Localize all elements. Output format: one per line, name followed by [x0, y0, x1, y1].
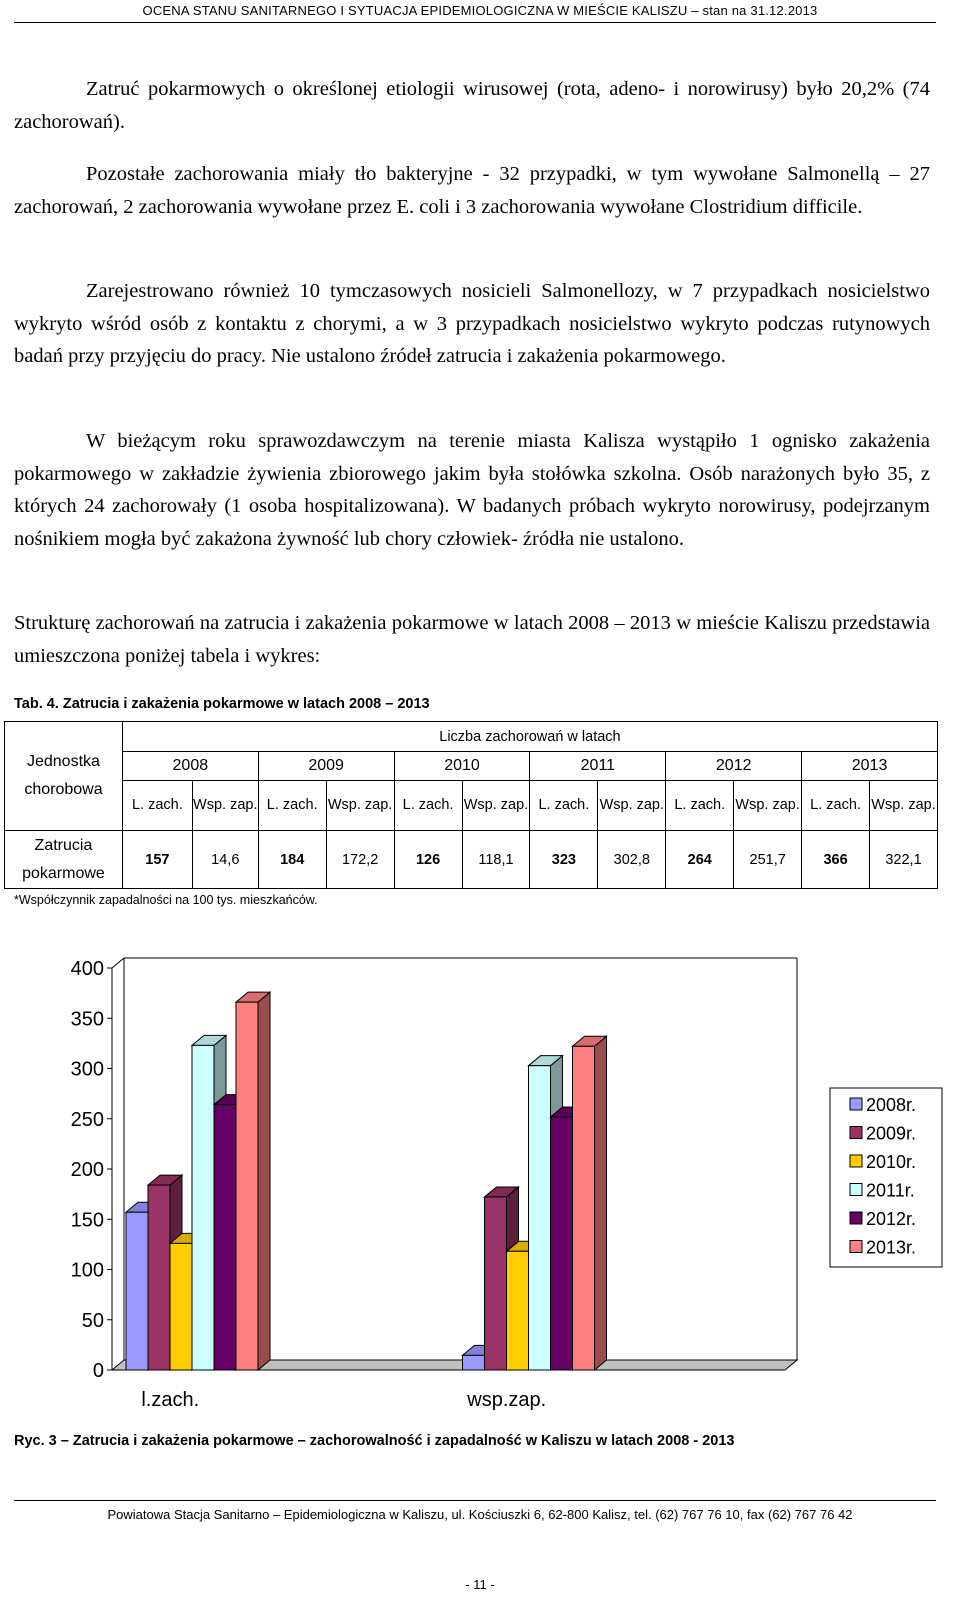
figure-caption: Ryc. 3 – Zatrucia i zakażenia pokarmowe – zachorowalność i zapadalność w Kaliszu w latach 2008 - 2013: [14, 1433, 735, 1449]
legend-label: 2009r.: [866, 1123, 917, 1144]
bar-side: [258, 992, 270, 1370]
sub-header-rate: Wsp. zap.: [734, 781, 802, 831]
paragraph-bacterial: Pozostałe zachorowania miały tło bakteryjne - 32 przypadki, w tym wywołane Salmonellą – 27 zachorowań, 2 zachorowania wywołane przez E. coli i 3 zachorowania wywołane Clostridium difficile.: [14, 163, 930, 218]
group-header: Liczba zachorowań w latach: [122, 722, 937, 752]
bar: [126, 1212, 148, 1370]
sub-header-rate: Wsp. zap.: [192, 781, 258, 831]
legend-label: 2008r.: [866, 1095, 917, 1115]
rate-2009: 172,2: [326, 831, 394, 889]
cases-2008: 157: [122, 831, 192, 889]
page-footer: Powiatowa Stacja Sanitarno – Epidemiologiczna w Kaliszu, ul. Kościuszki 6, 62-800 Kalisz, tel. (62) 767 76 10, fax (62) 767 76 42: [107, 1507, 853, 1522]
bar: [170, 1243, 192, 1370]
bar-chart: [0, 940, 960, 1420]
sub-header-rate: Wsp. zap.: [326, 781, 394, 831]
chart-axis-edge: [112, 958, 124, 968]
y-tick-label: 150: [70, 1209, 104, 1232]
y-tick-label: 100: [70, 1259, 104, 1282]
y-tick-label: 350: [70, 1008, 104, 1031]
y-tick-label: 0: [92, 1360, 104, 1382]
unit-header: Jednostka chorobowa: [24, 753, 103, 798]
legend-swatch: [850, 1241, 862, 1253]
rate-2012: 251,7: [734, 831, 802, 889]
bar: [148, 1185, 170, 1370]
bar: [529, 1066, 551, 1370]
y-tick-label: 250: [70, 1108, 104, 1131]
legend-label: 2010r.: [866, 1152, 917, 1172]
sub-header-rate: Wsp. zap.: [462, 781, 530, 831]
bar: [214, 1105, 236, 1370]
table-caption: Tab. 4. Zatrucia i zakażenia pokarmowe w latach 2008 – 2013: [14, 696, 430, 712]
paragraph-viral: Zatruć pokarmowych o określonej etiologii wirusowej (rota, adeno- i norowirusy) było 20,2% (74 zachorowań).: [14, 78, 930, 133]
legend-swatch: [850, 1184, 862, 1196]
unit-header-cell: [5, 722, 123, 831]
sub-header-cases: L. zach.: [802, 781, 870, 831]
year-header-2013: 2013: [802, 752, 938, 781]
y-tick-label: 200: [70, 1159, 104, 1181]
legend-swatch: [850, 1155, 862, 1167]
sub-header-cases: L. zach.: [258, 781, 326, 831]
table-footnote: *Współczynnik zapadalności na 100 tys. mieszkańców.: [14, 893, 318, 907]
x-category-label: l.zach.: [141, 1389, 200, 1411]
bar: [551, 1117, 573, 1370]
sub-header-rate: Wsp. zap.: [870, 781, 938, 831]
cases-2010: 126: [394, 831, 462, 889]
year-header-2012: 2012: [666, 752, 802, 781]
paragraph-carriers: Zarejestrowano również 10 tymczasowych nosicieli Salmonellozy, w 7 przypadkach nosicielstwo wykryto wśród osób z kontaktu z chorymi, a w 3 przypadkach nosicielstwo wykryto podczas rutynowych badań przy przyjęciu do pracy. Nie ustalono źródeł zatrucia i zakażenia pokarmowego.: [14, 280, 930, 367]
year-header-2008: 2008: [122, 752, 258, 781]
legend-label: 2012r.: [866, 1209, 917, 1229]
sub-header-cases: L. zach.: [666, 781, 734, 831]
cases-2011: 323: [530, 831, 598, 889]
sub-header-rate: Wsp. zap.: [598, 781, 666, 831]
legend-swatch: [850, 1098, 862, 1110]
bar: [573, 1046, 595, 1370]
page-number: - 11 -: [465, 1577, 495, 1592]
legend-swatch: [850, 1212, 862, 1224]
bar-side: [595, 1036, 607, 1370]
year-header-2009: 2009: [258, 752, 394, 781]
x-category-label: wsp.zap.: [467, 1389, 547, 1411]
page-header: OCENA STANU SANITARNEGO I SYTUACJA EPIDEMIOLOGICZNA W MIEŚCIE KALISZU – stan na 31.12.2013: [142, 3, 818, 18]
rate-2010: 118,1: [462, 831, 530, 889]
row-label: Zatrucia pokarmowe: [5, 831, 123, 889]
rate-2011: 302,8: [598, 831, 666, 889]
bar: [236, 1002, 258, 1370]
year-header-2011: 2011: [530, 752, 666, 781]
y-tick-label: 300: [70, 1058, 104, 1081]
paragraph-structure: Strukturę zachorowań na zatrucia i zakażenia pokarmowe w latach 2008 – 2013 w mieście Kaliszu przedstawia umieszczona poniżej tabela i wykres:: [14, 612, 930, 667]
cases-2012: 264: [666, 831, 734, 889]
sub-header-cases: L. zach.: [122, 781, 192, 831]
cases-2013: 366: [802, 831, 870, 889]
y-tick-label: 50: [81, 1309, 104, 1332]
rate-2013: 322,1: [870, 831, 938, 889]
cases-table: [4, 721, 938, 889]
bar: [485, 1197, 507, 1370]
header-rule: [14, 22, 936, 23]
rate-2008: 14,6: [192, 831, 258, 889]
bar: [192, 1045, 214, 1370]
y-tick-label: 400: [70, 958, 104, 980]
legend-label: 2013r.: [866, 1237, 917, 1258]
bar: [463, 1355, 485, 1370]
legend-label: 2011r.: [866, 1180, 915, 1201]
bar: [507, 1251, 529, 1370]
paragraph-outbreak: W bieżącym roku sprawozdawczym na terenie miasta Kalisza wystąpiło 1 ognisko zakażenia pokarmowego w zakładzie żywienia zbiorowego jakim była stołówka szkolna. Osób narażonych było 35, z których 24 zachorowały (1 osoba hospitalizowana). W badanych próbach wykryto norowirusy, podejrzanym nośnikiem mogła być zakażona żywność lub chory człowiek- źródła nie ustalono.: [14, 430, 930, 550]
sub-header-cases: L. zach.: [394, 781, 462, 831]
sub-header-cases: L. zach.: [530, 781, 598, 831]
cases-2009: 184: [258, 831, 326, 889]
legend-swatch: [850, 1127, 862, 1139]
year-header-2010: 2010: [394, 752, 530, 781]
footer-rule: [14, 1500, 936, 1501]
